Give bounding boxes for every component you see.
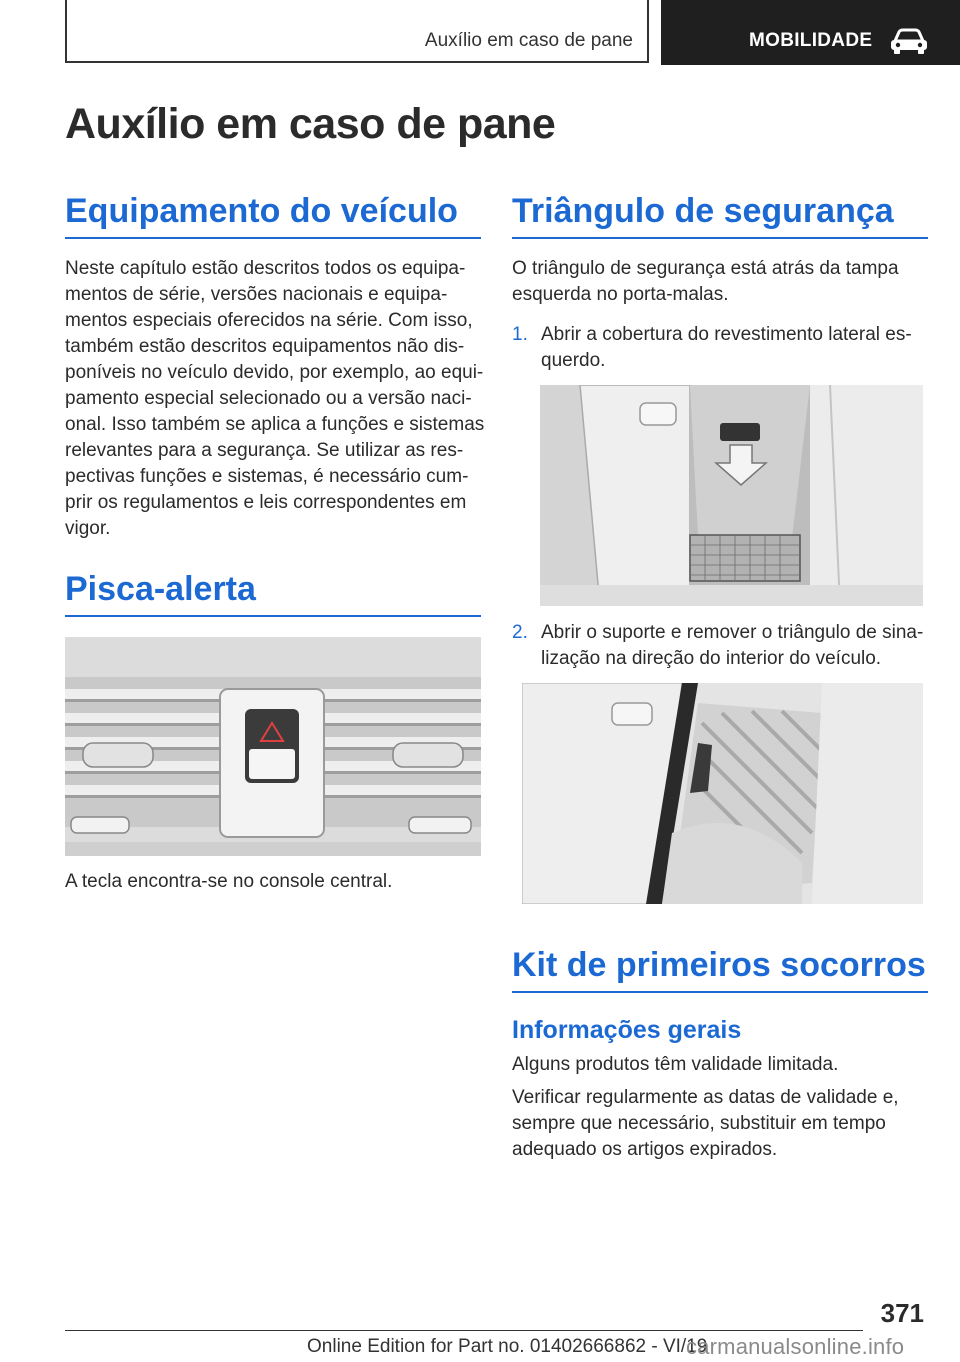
step-text-line: Abrir a cobertura do revestimento lateral es- [541,324,912,345]
header-section-title: Auxílio em caso de pane [424,30,633,51]
text-line: também estão descritos equipamentos não dis- [65,336,465,357]
text-line: adequado os artigos expirados. [512,1139,778,1160]
vehicle-equipment-paragraph [65,256,485,542]
hazard-lights-caption: A tecla encontra-se no console central. [65,871,393,892]
text-line: relevantes para a segurança. Se utilizar as res- [65,440,464,461]
step-2 [512,620,928,672]
hazard-switch-image [65,637,481,856]
step-text-line: Abrir o suporte e remover o triângulo de sina- [541,622,924,643]
text-line: onal. Isso também se aplica a funções e sistemas [65,414,485,435]
text-line: prir os regulamentos e leis correspondentes em [65,492,467,513]
text-line: mentos de série, versões nacionais e equipa- [65,284,448,305]
step-text-line: querdo. [541,350,606,371]
footer-edition: Online Edition for Part no. 01402666862 - VI/19 [307,1336,708,1357]
subheading-general-info: Informações gerais [512,1016,742,1044]
warning-triangle-paragraph [512,256,932,308]
heading-hazard-lights: Pisca-alerta [65,570,481,617]
footer-watermark: carmanualsonline.info [686,1334,905,1359]
page-title: Auxílio em caso de pane [65,100,556,148]
step-text-line: lização na direção do interior do veículo. [541,648,882,669]
step-number: 2. [512,622,528,643]
car-icon [889,27,929,55]
first-aid-paragraph-2 [512,1085,932,1163]
header-chapter-box [661,0,960,65]
heading-warning-triangle: Triângulo de segurança [512,192,928,239]
step-number: 1. [512,324,528,345]
page-number: 371 [880,1298,924,1328]
text-line: esquerda no porta-malas. [512,284,729,305]
trunk-side-cover-image [540,385,923,606]
text-line: poníveis no veículo devido, por exemplo, ao equi- [65,362,484,383]
step-1 [512,322,928,374]
warning-triangle-holder-image [522,683,923,904]
text-line: pamento especial selecionado ou a versão naci- [65,388,472,409]
text-line: pectivas funções e sistemas, é necessário cum- [65,466,469,487]
footer-divider [65,1330,863,1331]
text-line: Neste capítulo estão descritos todos os equipa- [65,258,466,279]
text-line: Verificar regularmente as datas de validade e, [512,1087,899,1108]
header-chapter-label: MOBILIDADE [749,30,873,51]
heading-first-aid-kit: Kit de primeiros socorros [512,946,928,993]
text-line: vigor. [65,518,111,539]
text-line: sempre que necessário, substituir em tempo [512,1113,886,1134]
first-aid-paragraph-1: Alguns produtos têm validade limitada. [512,1054,839,1075]
header-section-box [65,0,649,63]
heading-vehicle-equipment: Equipamento do veículo [65,192,481,239]
text-line: mentos especiais oferecidos na série. Com isso, [65,310,473,331]
text-line: O triângulo de segurança está atrás da tampa [512,258,899,279]
